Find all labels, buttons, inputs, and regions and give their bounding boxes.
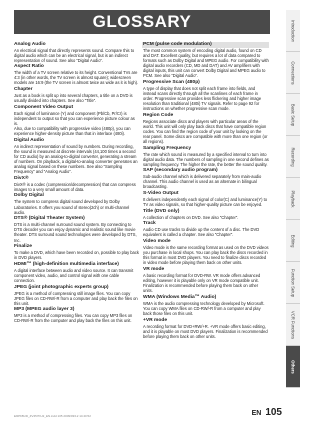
term-heading: Sampling Frequency — [143, 145, 192, 151]
glossary-term — [14, 285, 140, 306]
term-heading: +VR mode — [143, 317, 168, 323]
glossary-term — [143, 318, 269, 339]
term-heading: SAP (secondary audio program) — [143, 168, 218, 174]
page-number-value: 105 — [265, 407, 282, 418]
section-tab-label: Editing — [290, 234, 296, 247]
section-tab-vcr-functions — [286, 304, 300, 346]
term-definition: A digital interface between audio and video source. It can transmit component video, audio, and control signal with one cable connection. — [14, 267, 134, 283]
glossary-term — [143, 239, 269, 265]
glossary-term — [14, 244, 140, 260]
section-tab-label: Connections — [290, 60, 296, 85]
term-heading: Track — [143, 221, 156, 227]
glossary-term — [143, 267, 269, 293]
glossary-term — [14, 307, 140, 323]
glossary-term — [143, 191, 269, 207]
glossary-left-column — [14, 40, 140, 324]
glossary-term — [143, 295, 269, 316]
section-tab-label: Introduction — [290, 19, 296, 42]
glossary-term — [14, 42, 140, 63]
term-definition: It delivers independently each signal of color(C) and luminance(Y) to TV as video signals, so that higher-quality picture can be enjoyed. — [143, 197, 268, 208]
term-heading: S-Video Output — [143, 191, 179, 197]
term-definition: JPEG is a method of compressing still image files. You can copy JPEG files on CD-RW/-R from a computer and play back the files on this unit. — [14, 290, 138, 306]
term-heading: HDMI™ (high-definition multimedia interface) — [14, 261, 119, 267]
section-tab-editing — [286, 220, 300, 262]
section-tab-label: Function Setup — [290, 268, 296, 297]
term-definition: The width of a TV screen relative to its height. Conventional TVs are 4:3 (in other words, the TV screen is almost square); widescreen models are 16:9 (the TV screen is almost twice as wide as it is high). — [14, 70, 139, 86]
section-tab-introduction — [286, 10, 300, 52]
term-heading: PCM (pulse code modulation) — [142, 42, 269, 48]
term-definition: To make a DVD, which have been recorded on, possible to play back in DVD players. — [14, 250, 139, 261]
term-definition: The system to compress digital sound developed by Dolby Laboratories. It offers you sound of stereo(2ch) or multi-channel audio. — [14, 199, 130, 215]
term-heading: WMA (Windows Media™ Audio) — [143, 294, 217, 300]
glossary-term — [14, 64, 140, 85]
term-heading: Dolby Digital — [14, 193, 44, 199]
section-tab-playback — [286, 178, 300, 220]
section-tab-label: Basic Setup — [290, 103, 296, 126]
page-number — [252, 407, 282, 418]
term-heading: VR mode — [143, 266, 165, 272]
term-heading: Digital Audio — [14, 137, 44, 143]
term-definition: The most common system of encoding digital audio, found on CD and DAT. Excellent quality, but requires a lot of data compared to formats such as Dolby Digital and MPEG audio. For compatibility with digital audio recorders (CD, MD and DAT) and AV amplifiers with digital inputs, this unit can convert Dolby Digital and MPEG audio to PCM. See also “Digital Audio”. — [143, 47, 269, 78]
page-language: EN — [251, 410, 262, 417]
term-definition: DTS is a multi-channel surround sound system. By connecting to DTS decoder you can enjoy dynamic and realistic sound like movie theater. DTS surround sound technologies were developed by DTS, Inc. — [14, 222, 137, 243]
glossary-term — [14, 262, 140, 283]
glossary-term — [14, 216, 140, 242]
term-definition: Regions associate discs and players with particular areas of the world. This unit will only play back discs that have compatible region codes. You can find the region code of your unit by looking on the rear panel. Some discs are compatible with more than one region (or all regions). — [143, 118, 268, 144]
term-heading: Title (DVD only) — [143, 208, 180, 214]
section-tab-label: Others — [290, 359, 296, 374]
glossary-term — [143, 42, 269, 79]
glossary-term — [143, 113, 269, 144]
glossary-term — [14, 193, 140, 214]
term-definition: Just as a book is split up into several chapters, a title on a DVD is usually divided into chapters. See also “Title”. — [14, 93, 133, 104]
term-heading: Analog Audio — [14, 41, 46, 47]
glossary-term — [143, 80, 269, 111]
glossary-term — [14, 138, 140, 175]
term-heading: Aspect Ratio — [14, 64, 44, 70]
print-footer: E9PKBUD_ZV457KU2_EN.indd 105 2009/03/12 14:40:52 — [14, 414, 91, 418]
section-tab-label: Recording — [290, 146, 296, 167]
glossary-right-column — [143, 40, 269, 339]
term-heading: Video mode — [143, 239, 171, 245]
glossary-term — [143, 168, 269, 189]
section-tab-others — [286, 346, 300, 388]
glossary-term — [143, 221, 269, 237]
term-definition: The rate which sound is measured by a specified interval to turn into digital audio data. The numbers of sampling in one second defines as sampling frequency. The higher the rate, the better the sound quality. — [143, 151, 269, 167]
term-heading: JPEG (joint photographic experts group) — [14, 284, 109, 290]
term-definition: A type of display that does not split each frame into fields, and instead scans directly through all the scanlines of each frame in order. Progressive scan provides less flickering and higher image resolution than traditional (480i) TV signals. Refer to page 92 for instructions on whether progressive scan mode. — [143, 85, 262, 111]
section-tab-label: VCR Functions — [290, 310, 296, 339]
term-heading: Finalize — [14, 244, 32, 250]
term-definition: WMA is the audio compressing technology developed by Microsoft. You can copy WMA files on CD-RW/-R from a computer and play back those files on this unit. — [143, 300, 265, 316]
term-definition: A collection of chapters on DVD. See also “Chapter”. — [143, 214, 239, 220]
term-definition: DivX® is a codec (compression/decompression) that can compress images to a very small amount of data. — [14, 181, 136, 192]
term-definition: An indirect representation of sound by numbers. During recording, the sound is measured at discrete intervals (44,100 times a second for CD audio) by an analog-to-digital converter, generating a stream of numbers. On playback, a digital-to-analog converter generates an analog signal based on these numbers. See also “Sampling Frequency” and “Analog Audio”. — [14, 143, 138, 175]
term-definition: A basic recording format for DVD-RW. VR mode offers advanced editing, however it is playable only on VR mode compatible unit. Finalization is recommended before playing them back on other units. — [143, 272, 261, 294]
glossary-term — [14, 87, 140, 103]
term-definition: Sub-audio channel which is delivered separately from main-audio channel. This audio channel is used as an alternate in bilingual broadcasting. — [143, 174, 262, 190]
section-tab-label: Playback — [290, 190, 296, 207]
term-definition: A recording format for DVD+RW/+R. +VR mode offers basic editing, and it is playable on most DVD players. Finalization is recommended before playing them back on other units. — [143, 323, 268, 339]
term-definition: An electrical signal that directly represents sound. Compare this to digital audio which can be an electrical signal, but is an indirect representation of sound. See also “Digital Audio”. — [14, 47, 135, 63]
glossary-term — [143, 146, 269, 167]
section-tab-function-setup — [286, 262, 300, 304]
term-heading: Region Code — [143, 112, 174, 118]
term-definition: Audio CD use tracks to divide up the content of a disc. The DVD equivalent is called a chapter. See also “Chapter”. — [143, 227, 260, 238]
term-definition: Each signal of luminance (Y) and component (Pb/Cb, Pr/Cr) is independent to output so that you can experience picture colour as is. Also, due to compatibility with progressive video (480p), you can experience higher-density picture than that in interlace (480i). — [14, 110, 135, 137]
term-definition: MP3 is a method of compressing files. You can copy MP3 files on CD-RW/-R from the computer and play back the files on this unit. — [14, 313, 133, 324]
section-tab-connections — [286, 52, 300, 94]
term-heading: DTS® (Digital Theater System) — [14, 216, 85, 222]
term-heading: MP3 (MPEG audio layer 3) — [14, 307, 75, 313]
term-heading: DivX® — [14, 175, 29, 181]
term-definition: Video mode is the same recording format as used on the DVD videos you purchase in local shops. You can play back the discs recorded in this format in most DVD players. You need to finalize discs recorded in video mode before playing them back on other units. — [143, 245, 269, 266]
glossary-term — [14, 105, 140, 136]
section-tabs — [286, 10, 300, 410]
glossary-term — [143, 209, 269, 220]
section-tab-basic-setup — [286, 94, 300, 136]
glossary-term — [14, 176, 140, 192]
term-heading: Component Video Output — [14, 104, 74, 110]
page-title: GLOSSARY — [14, 10, 270, 34]
section-tab-recording — [286, 136, 300, 178]
term-heading: Chapter — [14, 87, 33, 93]
term-heading: Progressive Scan (480p) — [143, 79, 200, 85]
